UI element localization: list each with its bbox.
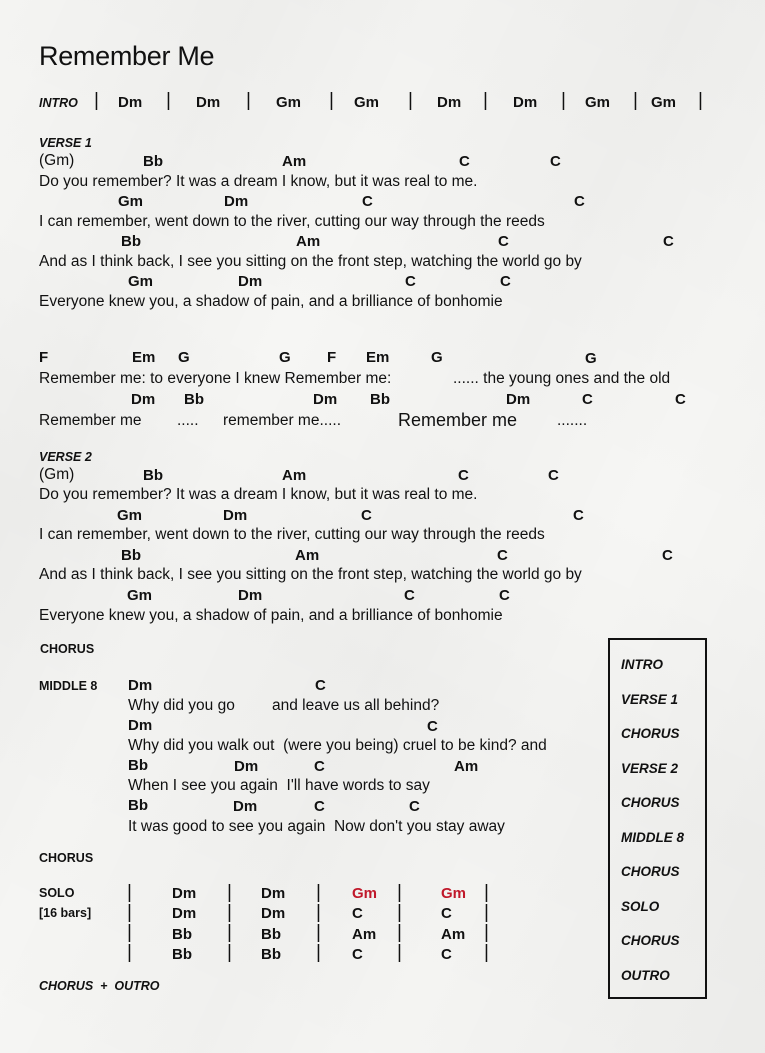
solo-chord: Bb bbox=[261, 926, 281, 943]
chord: C bbox=[458, 467, 469, 484]
chorus-lyric: ...... the young ones and the old bbox=[453, 370, 671, 387]
chord: (Gm) bbox=[39, 152, 75, 169]
chorus-label: CHORUS bbox=[40, 642, 95, 656]
lyric-line: And as I think back, I see you sitting on the front step, watching the world go by bbox=[39, 253, 582, 270]
bar-line: | bbox=[316, 902, 321, 923]
chord: Dm bbox=[223, 507, 248, 524]
intro-chord: Gm bbox=[354, 94, 380, 111]
solo-bars-note: [16 bars] bbox=[39, 906, 92, 920]
bar-line: | bbox=[698, 90, 703, 111]
bar-line: | bbox=[166, 90, 171, 111]
bar-line: | bbox=[484, 902, 489, 923]
bar-line: | bbox=[483, 90, 488, 111]
intro-chord: Gm bbox=[585, 94, 611, 111]
bar-line: | bbox=[397, 942, 402, 963]
chord: C bbox=[675, 391, 686, 408]
chord: Dm bbox=[238, 587, 263, 604]
chord: G bbox=[178, 349, 190, 366]
structure-item: MIDDLE 8 bbox=[621, 830, 685, 845]
chord: F bbox=[39, 349, 49, 366]
chord: Bb bbox=[143, 467, 163, 484]
chord: Dm bbox=[506, 391, 531, 408]
bar-line: | bbox=[127, 922, 132, 943]
chord: C bbox=[427, 718, 438, 735]
structure-item: INTRO bbox=[621, 657, 663, 672]
intro-chord: Dm bbox=[513, 94, 538, 111]
lyric-line: I can remember, went down to the river, cutting our way through the reeds bbox=[39, 213, 545, 230]
chord: Gm bbox=[127, 587, 153, 604]
chord: Am bbox=[454, 758, 479, 775]
song-title: Remember Me bbox=[39, 41, 215, 71]
bar-line: | bbox=[561, 90, 566, 111]
lyric-line: Why did you walk out (were you being) cruel to be kind? and bbox=[128, 737, 547, 754]
chord: Dm bbox=[131, 391, 156, 408]
chord: C bbox=[500, 273, 511, 290]
solo-chord: Am bbox=[352, 926, 377, 943]
chord: Bb bbox=[121, 233, 141, 250]
lyric-line: Do you remember? It was a dream I know, but it was real to me. bbox=[39, 486, 478, 503]
verse2-label: VERSE 2 bbox=[39, 450, 92, 464]
chord: Dm bbox=[233, 798, 258, 815]
chord: Bb bbox=[128, 757, 148, 774]
chord: C bbox=[362, 193, 373, 210]
solo-chord: Dm bbox=[261, 885, 286, 902]
chord: Am bbox=[296, 233, 321, 250]
chord: C bbox=[405, 273, 416, 290]
lyric-line: And as I think back, I see you sitting on the front step, watching the world go by bbox=[39, 566, 582, 583]
chord: C bbox=[548, 467, 559, 484]
chord: (Gm) bbox=[39, 466, 75, 483]
lyric-line: Everyone knew you, a shadow of pain, and a brilliance of bonhomie bbox=[39, 293, 503, 310]
solo-chord-annotated: Gm bbox=[441, 885, 467, 902]
structure-item: VERSE 1 bbox=[621, 692, 679, 707]
solo-chord: Dm bbox=[261, 905, 286, 922]
chord: C bbox=[459, 153, 470, 170]
bar-line: | bbox=[227, 882, 232, 903]
bar-line: | bbox=[397, 882, 402, 903]
chord: Gm bbox=[118, 193, 144, 210]
lyric-line: Everyone knew you, a shadow of pain, and a brilliance of bonhomie bbox=[39, 607, 503, 624]
chord: C bbox=[582, 391, 593, 408]
outro-label: CHORUS + OUTRO bbox=[39, 979, 160, 993]
bar-line: | bbox=[227, 902, 232, 923]
chord: Dm bbox=[128, 717, 153, 734]
intro-chord: Dm bbox=[118, 94, 143, 111]
chord: Bb bbox=[128, 797, 148, 814]
solo-chord: C bbox=[441, 905, 452, 922]
chord: C bbox=[499, 587, 510, 604]
intro-label: INTRO bbox=[39, 96, 78, 110]
chord: Gm bbox=[128, 273, 154, 290]
solo-chord: Dm bbox=[172, 885, 197, 902]
chord: Em bbox=[132, 349, 156, 366]
bar-line: | bbox=[397, 922, 402, 943]
chord: Bb bbox=[370, 391, 390, 408]
bar-line: | bbox=[397, 902, 402, 923]
structure-item: VERSE 2 bbox=[621, 761, 679, 776]
chord: C bbox=[314, 798, 325, 815]
lyric-line: I can remember, went down to the river, cutting our way through the reeds bbox=[39, 526, 545, 543]
bar-line: | bbox=[329, 90, 334, 111]
structure-item: CHORUS bbox=[621, 864, 680, 879]
solo-chord: C bbox=[441, 946, 452, 963]
solo-chord: Bb bbox=[172, 946, 192, 963]
bar-line: | bbox=[246, 90, 251, 111]
lyric-line: and leave us all behind? bbox=[272, 697, 440, 714]
structure-item: CHORUS bbox=[621, 726, 680, 741]
intro-chord: Gm bbox=[276, 94, 302, 111]
chord: G bbox=[585, 350, 597, 367]
chord: Am bbox=[282, 467, 307, 484]
intro-chord: Dm bbox=[437, 94, 462, 111]
chord: C bbox=[361, 507, 372, 524]
chord: C bbox=[497, 547, 508, 564]
solo-chord-annotated: Gm bbox=[352, 885, 378, 902]
chord: Dm bbox=[128, 677, 153, 694]
bar-line: | bbox=[316, 882, 321, 903]
bar-line: | bbox=[94, 90, 99, 111]
chord: G bbox=[431, 349, 443, 366]
bar-line: | bbox=[633, 90, 638, 111]
chord: Dm bbox=[234, 758, 259, 775]
bar-line: | bbox=[227, 942, 232, 963]
chord: Dm bbox=[224, 193, 249, 210]
solo-chord: C bbox=[352, 905, 363, 922]
chord: C bbox=[662, 547, 673, 564]
bar-line: | bbox=[127, 902, 132, 923]
chord: Am bbox=[282, 153, 307, 170]
chord: Bb bbox=[184, 391, 204, 408]
bar-line: | bbox=[408, 90, 413, 111]
chord: C bbox=[573, 507, 584, 524]
structure-item: SOLO bbox=[621, 899, 660, 914]
bar-line: | bbox=[484, 922, 489, 943]
bar-line: | bbox=[227, 922, 232, 943]
bar-line: | bbox=[316, 922, 321, 943]
structure-item: CHORUS bbox=[621, 795, 680, 810]
chord: Bb bbox=[143, 153, 163, 170]
chorus-lyric: Remember me bbox=[398, 410, 518, 430]
bar-line: | bbox=[127, 942, 132, 963]
structure-item: CHORUS bbox=[621, 933, 680, 948]
chord: C bbox=[498, 233, 509, 250]
bar-line: | bbox=[484, 942, 489, 963]
solo-label: SOLO bbox=[39, 886, 75, 900]
lyric-line: When I see you again I'll have words to say bbox=[128, 777, 430, 794]
chord: C bbox=[550, 153, 561, 170]
chord: Bb bbox=[121, 547, 141, 564]
solo-chord: Am bbox=[441, 926, 466, 943]
chord: Dm bbox=[313, 391, 338, 408]
chord: C bbox=[314, 758, 325, 775]
chord: Gm bbox=[117, 507, 143, 524]
bar-line: | bbox=[127, 882, 132, 903]
solo-chord: Bb bbox=[172, 926, 192, 943]
verse1-label: VERSE 1 bbox=[39, 136, 92, 150]
chorus-lyric: Remember me: to everyone I knew Remember me: bbox=[39, 370, 392, 387]
solo-chord: Dm bbox=[172, 905, 197, 922]
structure-item: OUTRO bbox=[621, 968, 670, 983]
lyric-line: Why did you go bbox=[128, 697, 235, 714]
song-structure-box bbox=[608, 638, 707, 999]
chord: F bbox=[327, 349, 337, 366]
solo-chord: C bbox=[352, 946, 363, 963]
bar-line: | bbox=[316, 942, 321, 963]
lyric-line: Do you remember? It was a dream I know, but it was real to me. bbox=[39, 173, 478, 190]
chorus-lyric: remember me..... bbox=[223, 412, 341, 429]
chorus-lyric: Remember me bbox=[39, 412, 142, 429]
chord: C bbox=[663, 233, 674, 250]
chord: Em bbox=[366, 349, 390, 366]
chord: C bbox=[574, 193, 585, 210]
chord: Am bbox=[295, 547, 320, 564]
lyric-line: It was good to see you again Now don't you stay away bbox=[128, 818, 505, 835]
chord: Dm bbox=[238, 273, 263, 290]
intro-chord: Dm bbox=[196, 94, 221, 111]
chord: C bbox=[315, 677, 326, 694]
chord: C bbox=[409, 798, 420, 815]
chord: G bbox=[279, 349, 291, 366]
chorus-lyric: ..... bbox=[177, 412, 199, 429]
middle8-label: MIDDLE 8 bbox=[39, 679, 98, 693]
chorus-lyric: ....... bbox=[557, 412, 588, 429]
chord: C bbox=[404, 587, 415, 604]
bar-line: | bbox=[484, 882, 489, 903]
intro-chord: Gm bbox=[651, 94, 677, 111]
solo-chord: Bb bbox=[261, 946, 281, 963]
chorus-label: CHORUS bbox=[39, 851, 94, 865]
